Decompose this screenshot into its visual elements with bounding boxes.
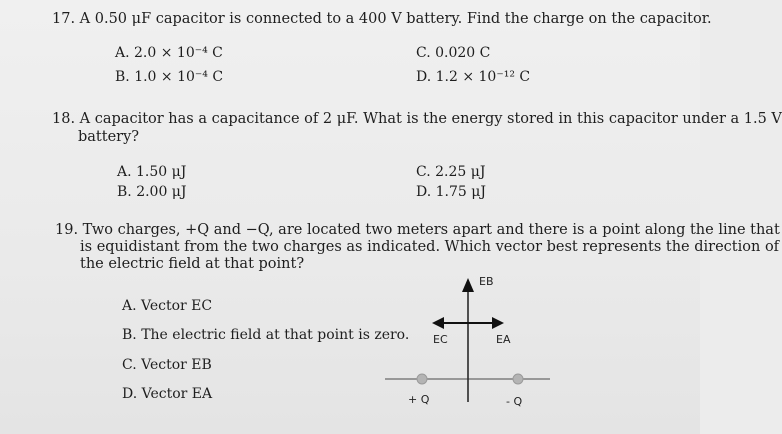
question-19-text-line2: is equidistant from the two charges as indicated. Which vector best represents the direction of	[80, 239, 780, 255]
q18-option-a: A. 1.50 μJ	[117, 164, 187, 180]
question-19-text-line1: 19. Two charges, +Q and −Q, are located two meters apart and there is a point along the line that	[55, 222, 780, 238]
q19-option-d: D. Vector EA	[122, 386, 213, 402]
vector-ec-arrow	[432, 317, 444, 329]
q18-option-d: D. 1.75 μJ	[416, 184, 486, 200]
question-17-text: 17. A 0.50 μF capacitor is connected to a 400 V battery. Find the charge on the capacitor.	[52, 11, 712, 27]
vector-diagram-svg	[380, 270, 560, 420]
vector-eb-arrow	[462, 278, 474, 292]
negative-charge-dot	[513, 374, 523, 384]
label-minus-q: - Q	[506, 395, 523, 408]
q17-option-b: B. 1.0 × 10⁻⁴ C	[115, 69, 224, 85]
q19-option-c: C. Vector EB	[122, 357, 212, 373]
electric-field-diagram	[380, 270, 560, 420]
q17-option-a: A. 2.0 × 10⁻⁴ C	[115, 45, 223, 61]
label-eb: EB	[479, 275, 494, 288]
question-18-text-line1: 18. A capacitor has a capacitance of 2 μF. What is the energy stored in this capacitor under a 1.5 V	[52, 111, 782, 127]
q17-option-c: C. 0.020 C	[416, 45, 491, 61]
q18-option-b: B. 2.00 μJ	[117, 184, 187, 200]
label-ec: EC	[433, 333, 448, 346]
label-ea: EA	[496, 333, 511, 346]
question-18-text-line2: battery?	[78, 129, 140, 145]
q19-option-b: B. The electric field at that point is zero.	[122, 327, 410, 343]
q17-option-d: D. 1.2 × 10⁻¹² C	[416, 69, 531, 85]
q18-option-c: C. 2.25 μJ	[416, 164, 486, 180]
q19-option-a: A. Vector EC	[122, 298, 213, 314]
label-plus-q: + Q	[408, 393, 430, 406]
question-19-text-line3: the electric field at that point?	[80, 256, 305, 272]
positive-charge-dot	[417, 374, 427, 384]
vector-ea-arrow	[492, 317, 504, 329]
